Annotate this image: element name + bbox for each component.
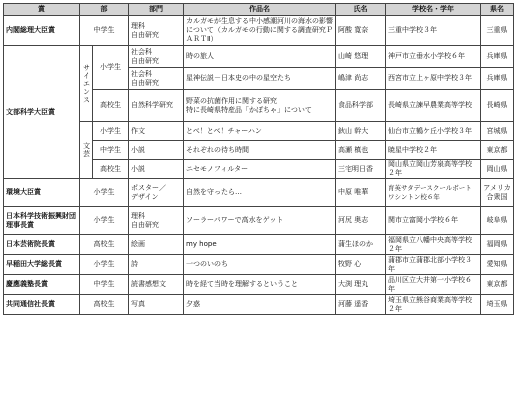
school-cell: 蒲郡市立蒲郡北部小学校３年	[386, 255, 481, 275]
award-cell: 慶應義塾長賞	[4, 275, 80, 295]
title-cell: 自然を守ったら…	[184, 179, 336, 207]
title-cell: 野菜の抗菌作用に関する研究 特に長崎県特産品「かぼちゃ」について	[184, 90, 336, 122]
title-cell: 一つのいのち	[184, 255, 336, 275]
title-cell: 星神伝説－日本史の中の星空たち	[184, 68, 336, 90]
header-row	[4, 4, 514, 16]
title-cell: それぞれの待ち時間	[184, 141, 336, 160]
header-pref: 県名	[481, 4, 514, 16]
dept-cell: 理科 自由研究	[129, 207, 184, 235]
school-cell: 育英サタデースクールボートワシントン校６年	[386, 179, 481, 207]
pref-cell: 東京都	[481, 275, 514, 295]
title-cell: カルガモが生息する中小感潮河川の海水の影響について（カルガモの行動に関する調査研究ＰＡＲＴⅡ）	[184, 16, 336, 46]
table-row	[4, 207, 514, 235]
level-cell: 小学生	[80, 255, 129, 275]
school-cell: 岡山県立岡山芳泉高等学校２年	[386, 160, 481, 179]
school-cell: 福岡県立八幡中央高等学校２年	[386, 235, 481, 255]
pref-cell: 宮城県	[481, 122, 514, 141]
table-row	[4, 235, 514, 255]
group-cell-literature: 文芸	[80, 122, 93, 179]
name-cell: 山崎 悠理	[336, 46, 386, 68]
level-cell: 小学生	[80, 179, 129, 207]
award-cell: 共同通信社長賞	[4, 295, 80, 315]
name-cell: 河尻 奥志	[336, 207, 386, 235]
dept-cell: 絵画	[129, 235, 184, 255]
award-cell: 日本芸術院長賞	[4, 235, 80, 255]
school-cell: 関市立富岡小学校６年	[386, 207, 481, 235]
school-cell: 仙台市立鶴ケ丘小学校３年	[386, 122, 481, 141]
pref-cell: 長崎県	[481, 90, 514, 122]
title-cell: 時の旅人	[184, 46, 336, 68]
dept-cell: 詩	[129, 255, 184, 275]
dept-cell: 理科 自由研究	[129, 16, 184, 46]
dept-cell: 写真	[129, 295, 184, 315]
level-cell: 中学生	[80, 275, 129, 295]
level-cell: 小学生	[93, 122, 129, 141]
school-cell: 神戸市立垂水小学校６年	[386, 46, 481, 68]
award-table	[3, 3, 514, 315]
pref-cell: 三重県	[481, 16, 514, 46]
dept-cell: ポスター／ デザイン	[129, 179, 184, 207]
name-cell: 食品科学部	[336, 90, 386, 122]
award-cell: 内閣総理大臣賞	[4, 16, 80, 46]
table-row	[4, 122, 514, 141]
level-cell: 高校生	[93, 160, 129, 179]
school-cell: 品川区立大井第一小学校６年	[386, 275, 481, 295]
pref-cell: 兵庫県	[481, 68, 514, 90]
dept-cell: 社会科 自由研究	[129, 68, 184, 90]
header-dept: 部門	[129, 4, 184, 16]
award-cell: 日本科学技術振興財団理事長賞	[4, 207, 80, 235]
table-row	[4, 179, 514, 207]
header-school: 学校名・学年	[386, 4, 481, 16]
award-cell: 環境大臣賞	[4, 179, 80, 207]
pref-cell: 岡山県	[481, 160, 514, 179]
header-group: 部	[80, 4, 129, 16]
name-cell: 嶋津 尚志	[336, 68, 386, 90]
title-cell: ニセモノフィルター	[184, 160, 336, 179]
name-cell: 三宅明日香	[336, 160, 386, 179]
name-cell: 大渕 理丸	[336, 275, 386, 295]
pref-cell: 埼玉県	[481, 295, 514, 315]
dept-cell: 自然科学研究	[129, 90, 184, 122]
dept-cell: 小説	[129, 160, 184, 179]
level-cell: 中学生	[80, 16, 129, 46]
header-name: 氏名	[336, 4, 386, 16]
table-row	[4, 295, 514, 315]
dept-cell: 読書感想文	[129, 275, 184, 295]
dept-cell: 作文	[129, 122, 184, 141]
school-cell: 西宮市立上ヶ原中学校３年	[386, 68, 481, 90]
award-cell: 早稲田大学総長賞	[4, 255, 80, 275]
pref-cell: 福岡県	[481, 235, 514, 255]
name-cell: 蒲生ほのか	[336, 235, 386, 255]
name-cell: 牧野 心	[336, 255, 386, 275]
title-cell: 夕惑	[184, 295, 336, 315]
header-award: 賞	[4, 4, 80, 16]
pref-cell: 東京都	[481, 141, 514, 160]
award-cell: 文部科学大臣賞	[4, 46, 80, 179]
table-row	[4, 16, 514, 46]
pref-cell: アメリカ 合衆国	[481, 179, 514, 207]
school-cell: 三重中学校３年	[386, 16, 481, 46]
award-table-container	[3, 3, 513, 315]
school-cell: 埼玉県立熊谷商業高等学校２年	[386, 295, 481, 315]
title-cell: 時を経て当時を理解するということ	[184, 275, 336, 295]
name-cell: 鈥山 幹大	[336, 122, 386, 141]
dept-cell: 社会科 自由研究	[129, 46, 184, 68]
table-row	[4, 255, 514, 275]
title-cell: my hope	[184, 235, 336, 255]
group-cell-science: サイエンス	[80, 46, 93, 122]
school-cell: 長崎県立諫早農業高等学校	[386, 90, 481, 122]
dept-cell: 小説	[129, 141, 184, 160]
level-cell: 中学生	[93, 141, 129, 160]
pref-cell: 岐阜県	[481, 207, 514, 235]
header-title: 作品名	[184, 4, 336, 16]
table-row	[4, 275, 514, 295]
pref-cell: 兵庫県	[481, 46, 514, 68]
name-cell: 河藤 遥香	[336, 295, 386, 315]
pref-cell: 愛知県	[481, 255, 514, 275]
level-cell: 高校生	[80, 235, 129, 255]
name-cell: 高瀬 槙也	[336, 141, 386, 160]
school-cell: 暁星中学校２年	[386, 141, 481, 160]
name-cell: 阿酸 寛奈	[336, 16, 386, 46]
table-row	[4, 46, 514, 68]
level-cell: 小学生	[93, 46, 129, 90]
name-cell: 中原 唯華	[336, 179, 386, 207]
title-cell: とべ！とべ！チャーハン	[184, 122, 336, 141]
title-cell: ソーラーパワーで高水をゲット	[184, 207, 336, 235]
level-cell: 高校生	[80, 295, 129, 315]
level-cell: 高校生	[93, 90, 129, 122]
level-cell: 小学生	[80, 207, 129, 235]
